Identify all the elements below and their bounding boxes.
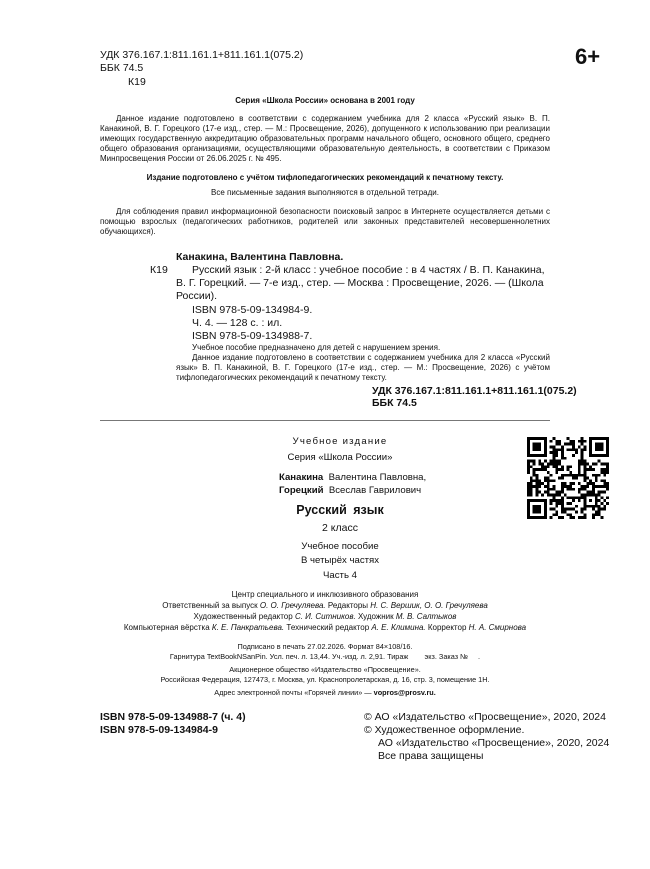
footer-isbn-a: ISBN 978-5-09-134988-7 (ч. 4) xyxy=(100,711,246,723)
imprint-kind: Учебное пособие xyxy=(301,541,379,552)
credits-2-label: Художественный редактор xyxy=(193,612,293,621)
publisher-line-1: Акционерное общество «Издательство «Просвещение». xyxy=(229,665,421,674)
credits-3-name: К. Е. Панкратьева. xyxy=(211,623,285,632)
hotline-prefix: Адрес электронной почты «Горячей линии» — xyxy=(214,688,372,697)
catalog-purpose: Учебное пособие предназначено для детей с нарушением зрения. xyxy=(192,343,441,352)
credits-3b-label: Технический редактор xyxy=(286,623,370,632)
catalog-bbk: ББК 74.5 xyxy=(372,397,417,409)
qr-code xyxy=(527,437,609,519)
copyright-3: АО «Издательство «Просвещение», 2020, 2024 xyxy=(378,737,610,749)
imprint-author-1 xyxy=(279,472,426,484)
credits-2-name: С. И. Ситников. xyxy=(294,612,356,621)
author-1-name: Валентина Павловна, xyxy=(328,472,427,483)
copyright-2: © Художественное оформление. xyxy=(364,724,525,736)
catalog-isbn-2: ISBN 978-5-09-134988-7. xyxy=(192,330,313,342)
copyright-1: © АО «Издательство «Просвещение», 2020, 2024 xyxy=(364,711,606,723)
udk-code: УДК 376.167.1:811.161.1+811.161.1(075.2) xyxy=(100,49,304,61)
rights-reserved: Все права защищены xyxy=(378,750,484,762)
footer-isbn-b: ISBN 978-5-09-134984-9 xyxy=(100,724,218,736)
imprint-series: Серия «Школа России» xyxy=(287,452,393,463)
imprint-title: Русский язык xyxy=(296,503,384,517)
safety-note: Для соблюдения правил информационной безопасности поисковый запрос в Интернете осуществляется детьми с помощью взрослых (педагогических работников, родителей или законных представителей несовершеннолетних обучающихся). xyxy=(100,207,550,236)
bbk-code: ББК 74.5 xyxy=(100,62,144,74)
author-1-surname: Канакина xyxy=(279,472,324,483)
imprint-grade: 2 класс xyxy=(322,522,358,534)
print-line-1: Подписано в печать 27.02.2026. Формат 84×108/16. xyxy=(237,642,413,651)
qr-code-image xyxy=(527,437,609,519)
imprint-center: Центр специального и инклюзивного образования xyxy=(231,590,419,599)
catalog-udk: УДК 376.167.1:811.161.1+811.161.1(075.2) xyxy=(372,385,577,397)
publisher-line-2: Российская Федерация, 127473, г. Москва, ул. Краснопролетарская, д. 16, стр. 3, помещение 1Н. xyxy=(160,675,490,684)
credits-1b-label: Редакторы xyxy=(327,601,369,610)
author-2-name: Всеслав Гаврилович xyxy=(328,485,422,496)
notice-paragraph: Данное издание подготовлено в соответствии с содержанием учебника для 2 класса «Русский язык» В. П. Канакиной, В. Г. Горецкого (17-е изд., стер. — М.: Просвещение, 2026), допущенного к использованию при реализации имеющих государственную аккредитацию образовательных программ начального общего, основного общего, среднего общего образования организациями, осуществляющими образовательную деятельность, в соответствии с Приказом Минпросвещения России от 26.06.2025 г. № 495. xyxy=(100,114,550,163)
hotline-email: vopros@prosv.ru. xyxy=(373,688,436,697)
author-mark: К19 xyxy=(128,76,146,88)
credits-1-name: О. О. Гречуляева. xyxy=(259,601,326,610)
catalog-note: Данное издание подготовлено в соответствии с содержанием учебника для 2 класса «Русский язык» В. П. Канакиной, В. Г. Горецкого (17-е изд., стер. — М.: Просвещение, 2026) с учётом тифлопедагогических рекомендаций к печатному тексту. xyxy=(176,353,550,382)
credits-2b-label: Художник xyxy=(357,612,394,621)
catalog-part: Ч. 4. — 128 с. : ил. xyxy=(192,317,283,329)
credits-line-1 xyxy=(100,601,550,611)
notebook-note: Все письменные задания выполняются в отдельной тетради. xyxy=(211,188,439,197)
imprint-part-no: Часть 4 xyxy=(323,570,357,581)
catalog-heading: Канакина, Валентина Павловна. xyxy=(176,251,344,263)
credits-1-label: Ответственный за выпуск xyxy=(162,601,258,610)
credits-3c-label: Корректор xyxy=(427,623,467,632)
catalog-description: Русский язык : 2-й класс : учебное пособие : в 4 частях / В. П. Канакина, В. Г. Горецкий. — 7-е изд., стер. — Москва : Просвещение, 2026. — (Школа России). xyxy=(176,264,545,302)
credits-line-2 xyxy=(100,612,550,622)
hotline-line xyxy=(100,688,550,697)
series-note: Серия «Школа России» основана в 2001 году xyxy=(235,96,415,105)
credits-line-3 xyxy=(100,623,550,633)
edition-type: Учебное издание xyxy=(292,436,388,447)
divider xyxy=(100,420,550,421)
credits-2b-name: М. В. Салтыков xyxy=(395,612,457,621)
imprint-parts: В четырёх частях xyxy=(300,555,380,566)
author-2-surname: Горецкий xyxy=(279,485,324,496)
catalog-isbn-1: ISBN 978-5-09-134984-9. xyxy=(192,304,313,316)
imprint-author-2 xyxy=(279,485,421,497)
catalog-mark: К19 xyxy=(150,264,168,276)
credits-1b-name: Н. С. Вершик, О. О. Гречуляева xyxy=(370,601,488,610)
print-line-2: Гарнитура TextBookNSanPin. Усл. печ. л. 13,44. Уч.-изд. л. 2,91. Тираж экз. Заказ № . xyxy=(169,652,481,661)
tiflo-note: Издание подготовлено с учётом тифлопедагогических рекомендаций к печатному тексту. xyxy=(146,173,504,182)
age-rating: 6+ xyxy=(575,44,601,69)
credits-3b-name: А. Е. Климина. xyxy=(371,623,426,632)
credits-3c-name: Н. А. Смирнова xyxy=(468,623,527,632)
credits-3-label: Компьютерная вёрстка xyxy=(123,623,210,632)
